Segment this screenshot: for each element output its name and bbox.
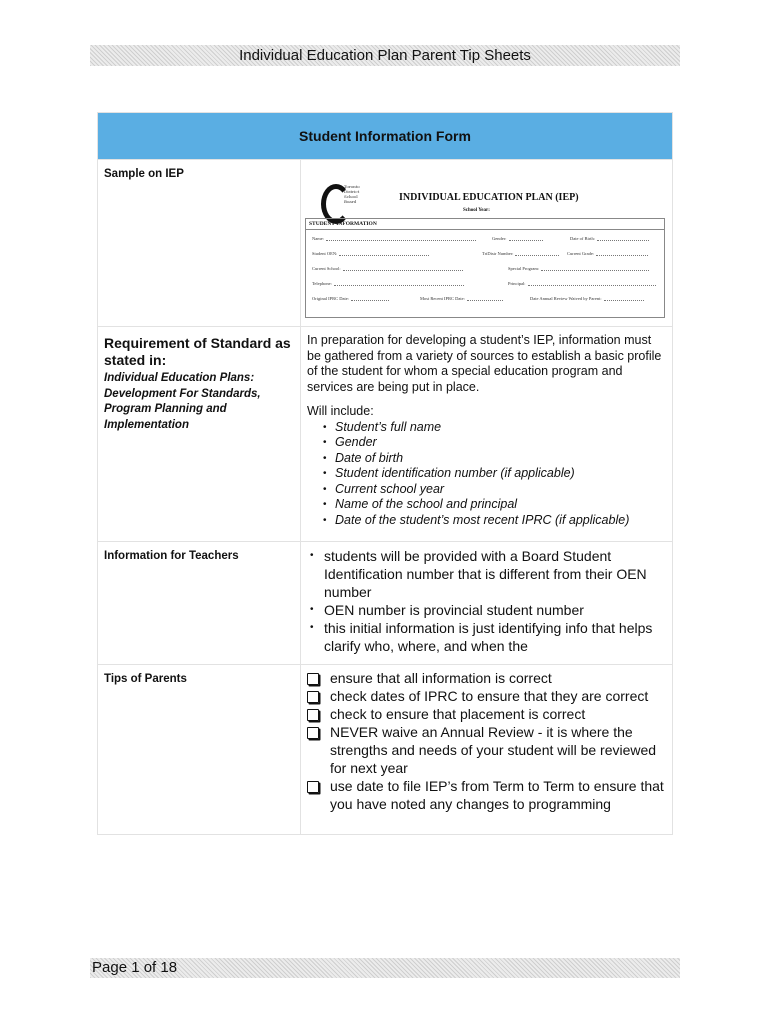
iep-school-year: School Year: [463,208,490,213]
list-item: • students will be provided with a Board Student Identification number that is different from their OEN number [310,547,672,601]
page-number: Page 1 of 18 [92,959,178,976]
list-item: • OEN number is provincial student number [310,601,672,619]
checkbox-icon[interactable] [307,727,319,739]
student-information-form [97,112,673,835]
will-include-list [307,420,666,529]
iep-section-title: STUDENT INFORMATION [306,219,664,230]
requirement-subtitle: Individual Education Plans: Development For Standards, Program Planning and Implementation [104,372,261,431]
requirement-title: Requirement of Standard as stated in: [104,335,291,368]
parents-label: Tips of Parents [98,665,301,835]
checklist-item: NEVER waive an Annual Review - it is where the strengths and needs of your student will be reviewed for next year [307,723,672,777]
teachers-cell [301,542,673,665]
checklist-item: ensure that all information is correct [307,669,672,687]
checkbox-icon[interactable] [307,709,319,721]
teachers-label: Information for Teachers [98,542,301,665]
form-title: Student Information Form [98,113,673,160]
requirement-right-cell [301,327,673,542]
iep-student-info-box: STUDENT INFORMATION Name: Gender: Date of Birth: Student OEN: TriDistr Number: Current Grade: Current School: Special Program: Telephone: Principal: Original IPRC Date: Most Recent IPRC Date: Date Annual Review Waived by Parent: [305,218,665,318]
sample-label: Sample on IEP [98,160,301,327]
list-item: • Student’s full name [327,420,666,436]
will-include-label: Will include: [307,404,374,418]
checklist-item: check dates of IPRC to ensure that they are correct [307,687,672,705]
teachers-list [301,547,672,655]
sample-iep-cell [301,160,673,327]
list-item: • Date of birth [327,451,666,467]
sample-iep-image [305,176,665,318]
list-item: • Date of the student’s most recent IPRC (if applicable) [327,513,666,529]
checkbox-icon[interactable] [307,781,319,793]
checkbox-icon[interactable] [307,673,319,685]
tdsb-logo: Toronto District School Board [321,178,365,222]
footer-band [90,958,680,978]
header-title: Individual Education Plan Parent Tip Sheets [239,47,531,64]
checklist-item: use date to file IEP’s from Term to Term to ensure that you have noted any changes to programming [307,777,672,813]
checkbox-icon[interactable] [307,691,319,703]
requirement-intro: In preparation for developing a student’s IEP, information must be gathered from a variety of sources to establish a basic profile of the student for whom a special education program and services are being put in place. [307,333,662,394]
checklist-item: check to ensure that placement is correct [307,705,672,723]
iep-title: INDIVIDUAL EDUCATION PLAN (IEP) [399,192,579,203]
list-item: • Gender [327,435,666,451]
parents-cell [301,665,673,835]
list-item: • Name of the school and principal [327,497,666,513]
list-item: • Student identification number (if applicable) [327,466,666,482]
parents-checklist [301,669,672,813]
requirement-left-cell [98,327,301,542]
list-item: • Current school year [327,482,666,498]
header-band [90,45,680,66]
list-item: • this initial information is just identifying info that helps clarify who, where, and when the [310,619,672,655]
